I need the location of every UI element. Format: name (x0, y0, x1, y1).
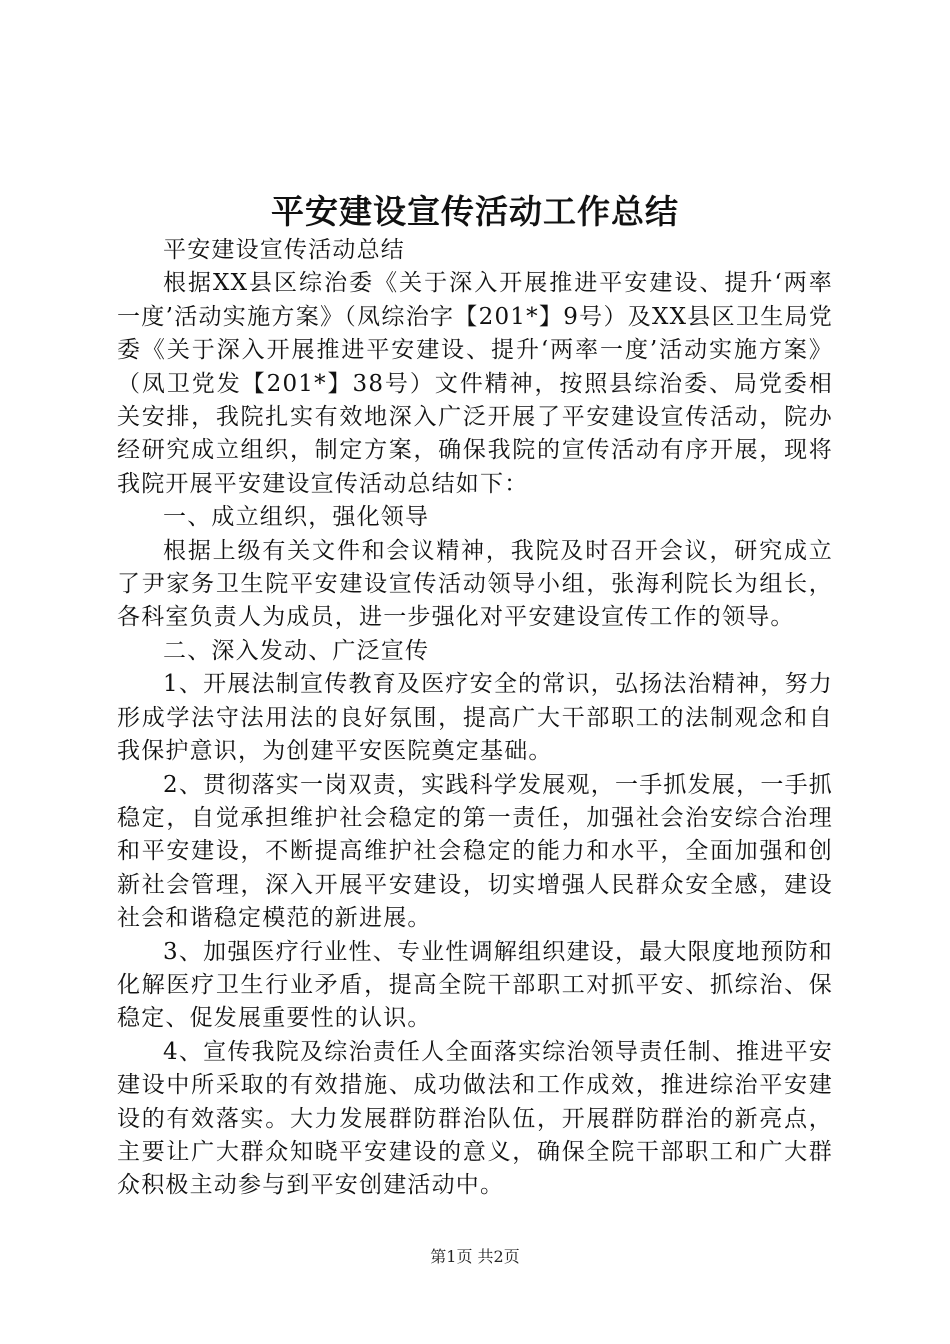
document-title: 平安建设宣传活动工作总结 (271, 192, 679, 231)
section-heading-2: 二、深入发动、广泛宣传 (163, 637, 430, 664)
page-number-footer: 第1页 共2页 (430, 1247, 520, 1266)
item-4-paragraph: 4、宣传我院及综治责任人全面落实综治领导责任制、推进平安建设中所采取的有效措施、成功做法和工作成效，推进综治平安建设的有效落实。大力发展群防群治队伍，开展群防群治的新亮点，主要让广大群众知晓平安建设的意义，确保全院干部职工和广大群众积极主动参与到平安创建活动中。 (117, 1038, 833, 1199)
intro-paragraph: 根据XX县区综治委《关于深入开展推进平安建设、提升‘两率一度’活动实施方案》（凤综治字【201*】9号）及XX县区卫生局党委《关于深入开展推进平安建设、提升‘两率一度’活动实施方案》（凤卫党发【201*】38号）文件精神，按照县综治委、局党委相关安排，我院扎实有效地深入广泛开展了平安建设宣传活动，院办经研究成立组织，制定方案，确保我院的宣传活动有序开展，现将我院开展平安建设宣传活动总结如下： (117, 270, 833, 497)
subtitle-paragraph: 平安建设宣传活动总结 (163, 237, 405, 263)
item-1-paragraph: 1、开展法制宣传教育及医疗安全的常识，弘扬法治精神，努力形成学法守法用法的良好氛围，提高广大干部职工的法制观念和自我保护意识，为创建平安医院奠定基础。 (117, 671, 833, 765)
section-heading-1: 一、成立组织，强化领导 (163, 504, 430, 531)
item-3-paragraph: 3、加强医疗行业性、专业性调解组织建设，最大限度地预防和化解医疗卫生行业矛盾，提高全院干部职工对抓平安、抓综治、保稳定、促发展重要性的认识。 (117, 938, 833, 1032)
document-body (117, 234, 833, 1203)
section-1-paragraph: 根据上级有关文件和会议精神，我院及时召开会议，研究成立了尹家务卫生院平安建设宣传活动领导小组，张海利院长为组长，各科室负责人为成员，进一步强化对平安建设宣传工作的领导。 (117, 537, 833, 631)
item-2-paragraph: 2、贯彻落实一岗双责，实践科学发展观，一手抓发展，一手抓稳定，自觉承担维护社会稳定的第一责任，加强社会治安综合治理和平安建设，不断提高维护社会稳定的能力和水平，全面加强和创新社会管理，深入开展平安建设，切实增强人民群众安全感，建设社会和谐稳定模范的新进展。 (117, 771, 833, 932)
